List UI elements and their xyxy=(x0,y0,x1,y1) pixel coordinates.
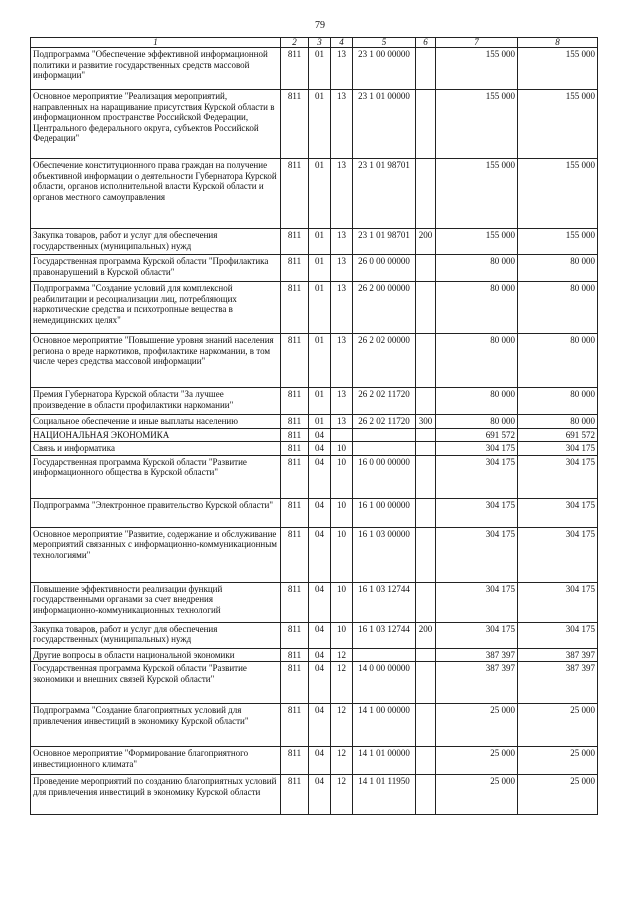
row-amount-2: 304 175 xyxy=(518,455,598,498)
row-subsection: 10 xyxy=(331,442,353,456)
row-subsection: 12 xyxy=(331,662,353,704)
row-amount-1: 25 000 xyxy=(436,747,518,775)
row-name: Закупка товаров, работ и услуг для обеспечения государственных (муниципальных) нужд xyxy=(31,622,281,648)
row-target-code: 16 0 00 00000 xyxy=(353,455,416,498)
row-name: Основное мероприятие "Реализация мероприятий, направленных на наращивание присутствия Курской области в информационном пространстве Российской Федерации, Центрального федерального округа, субъектов Российской Федерации" xyxy=(31,90,281,159)
row-amount-1: 304 175 xyxy=(436,527,518,582)
row-subsection: 13 xyxy=(331,90,353,159)
row-admin-code: 811 xyxy=(281,648,309,662)
row-expense-type xyxy=(416,648,436,662)
row-name: Связь и информатика xyxy=(31,442,281,456)
column-header: 5 xyxy=(353,38,416,48)
row-expense-type xyxy=(416,90,436,159)
row-expense-type xyxy=(416,455,436,498)
row-amount-2: 80 000 xyxy=(518,334,598,388)
row-amount-1: 25 000 xyxy=(436,704,518,747)
row-section: 01 xyxy=(309,90,331,159)
row-target-code: 16 1 03 00000 xyxy=(353,527,416,582)
row-amount-1: 691 572 xyxy=(436,428,518,442)
row-target-code: 23 1 01 98701 xyxy=(353,229,416,255)
row-subsection: 12 xyxy=(331,704,353,747)
row-expense-type xyxy=(416,442,436,456)
table-row xyxy=(31,455,598,498)
row-amount-2: 387 397 xyxy=(518,662,598,704)
row-section: 04 xyxy=(309,527,331,582)
row-target-code: 23 1 00 00000 xyxy=(353,48,416,90)
row-amount-2: 155 000 xyxy=(518,48,598,90)
row-subsection: 13 xyxy=(331,415,353,429)
row-amount-1: 304 175 xyxy=(436,442,518,456)
row-name: Основное мероприятие "Развитие, содержание и обслуживание мероприятий связанных с информационно-коммуникационным технологиями" xyxy=(31,527,281,582)
row-expense-type: 200 xyxy=(416,622,436,648)
row-subsection: 12 xyxy=(331,775,353,815)
row-amount-2: 304 175 xyxy=(518,442,598,456)
row-amount-1: 387 397 xyxy=(436,648,518,662)
row-section: 04 xyxy=(309,442,331,456)
row-section: 01 xyxy=(309,282,331,334)
budget-table xyxy=(30,37,598,815)
row-expense-type xyxy=(416,159,436,229)
row-name: Государственная программа Курской области "Профилактика правонарушений в Курской области" xyxy=(31,255,281,282)
row-amount-2: 25 000 xyxy=(518,775,598,815)
row-target-code: 16 1 03 12744 xyxy=(353,582,416,622)
row-name: Обеспечение конституционного права граждан на получение объективной информации о деятельности Губернатора Курской области, органов исполнительной власти Курской области и органов местного самоуправления xyxy=(31,159,281,229)
table-row xyxy=(31,415,598,429)
row-subsection: 12 xyxy=(331,648,353,662)
row-amount-1: 304 175 xyxy=(436,455,518,498)
table-row xyxy=(31,527,598,582)
row-amount-1: 304 175 xyxy=(436,622,518,648)
row-target-code: 23 1 01 00000 xyxy=(353,90,416,159)
row-amount-2: 304 175 xyxy=(518,582,598,622)
row-amount-2: 155 000 xyxy=(518,90,598,159)
row-subsection: 13 xyxy=(331,388,353,415)
row-admin-code: 811 xyxy=(281,388,309,415)
table-row xyxy=(31,747,598,775)
row-subsection: 10 xyxy=(331,622,353,648)
row-name: НАЦИОНАЛЬНАЯ ЭКОНОМИКА xyxy=(31,428,281,442)
row-name: Социальное обеспечение и иные выплаты населению xyxy=(31,415,281,429)
row-expense-type: 300 xyxy=(416,415,436,429)
row-section: 01 xyxy=(309,415,331,429)
row-admin-code: 811 xyxy=(281,662,309,704)
table-row xyxy=(31,428,598,442)
row-target-code: 26 0 00 00000 xyxy=(353,255,416,282)
row-amount-1: 387 397 xyxy=(436,662,518,704)
row-target-code: 26 2 00 00000 xyxy=(353,282,416,334)
row-target-code: 16 1 03 12744 xyxy=(353,622,416,648)
table-row xyxy=(31,90,598,159)
row-target-code xyxy=(353,442,416,456)
row-admin-code: 811 xyxy=(281,428,309,442)
row-amount-1: 80 000 xyxy=(436,334,518,388)
row-section: 04 xyxy=(309,428,331,442)
row-amount-2: 80 000 xyxy=(518,388,598,415)
row-subsection: 13 xyxy=(331,48,353,90)
row-amount-1: 80 000 xyxy=(436,415,518,429)
column-header: 4 xyxy=(331,38,353,48)
row-target-code: 14 1 00 00000 xyxy=(353,704,416,747)
row-target-code: 14 1 01 00000 xyxy=(353,747,416,775)
row-section: 01 xyxy=(309,334,331,388)
row-subsection: 13 xyxy=(331,159,353,229)
row-subsection: 13 xyxy=(331,229,353,255)
row-name: Основное мероприятие "Повышение уровня знаний населения региона о вреде наркотиков, профилактике наркомании, в том числе через средства массовой информации" xyxy=(31,334,281,388)
row-amount-2: 25 000 xyxy=(518,747,598,775)
table-row xyxy=(31,159,598,229)
row-target-code: 14 0 00 00000 xyxy=(353,662,416,704)
row-expense-type xyxy=(416,388,436,415)
row-admin-code: 811 xyxy=(281,229,309,255)
row-amount-1: 155 000 xyxy=(436,159,518,229)
table-row xyxy=(31,334,598,388)
row-name: Государственная программа Курской области "Развитие информационного общества в Курской области" xyxy=(31,455,281,498)
row-subsection: 13 xyxy=(331,282,353,334)
row-name: Подпрограмма "Создание условий для комплексной реабилитации и ресоциализации лиц, потребляющих наркотические средства и психотропные вещества в немедицинских целях" xyxy=(31,282,281,334)
row-subsection: 10 xyxy=(331,527,353,582)
row-subsection: 10 xyxy=(331,455,353,498)
row-target-code: 23 1 01 98701 xyxy=(353,159,416,229)
row-section: 01 xyxy=(309,229,331,255)
row-section: 04 xyxy=(309,582,331,622)
row-amount-2: 304 175 xyxy=(518,622,598,648)
row-amount-2: 304 175 xyxy=(518,527,598,582)
row-name: Повышение эффективности реализации функций государственными органами за счет внедрения информационно-коммуникационных технологий xyxy=(31,582,281,622)
table-row xyxy=(31,775,598,815)
row-expense-type xyxy=(416,334,436,388)
row-subsection: 10 xyxy=(331,498,353,527)
row-amount-1: 155 000 xyxy=(436,229,518,255)
row-admin-code: 811 xyxy=(281,159,309,229)
row-section: 01 xyxy=(309,48,331,90)
row-admin-code: 811 xyxy=(281,527,309,582)
row-expense-type: 200 xyxy=(416,229,436,255)
row-amount-1: 80 000 xyxy=(436,255,518,282)
row-expense-type xyxy=(416,282,436,334)
row-target-code xyxy=(353,648,416,662)
column-header: 1 xyxy=(31,38,281,48)
row-admin-code: 811 xyxy=(281,582,309,622)
row-section: 04 xyxy=(309,747,331,775)
row-amount-1: 155 000 xyxy=(436,90,518,159)
table-row xyxy=(31,48,598,90)
table-row xyxy=(31,662,598,704)
row-amount-1: 304 175 xyxy=(436,582,518,622)
row-section: 04 xyxy=(309,648,331,662)
row-admin-code: 811 xyxy=(281,334,309,388)
row-amount-2: 155 000 xyxy=(518,159,598,229)
page-number: 79 xyxy=(315,20,325,31)
row-amount-1: 25 000 xyxy=(436,775,518,815)
row-expense-type xyxy=(416,527,436,582)
row-expense-type xyxy=(416,48,436,90)
row-expense-type xyxy=(416,498,436,527)
row-admin-code: 811 xyxy=(281,775,309,815)
table-header-row xyxy=(31,38,598,48)
row-admin-code: 811 xyxy=(281,498,309,527)
row-expense-type xyxy=(416,662,436,704)
row-subsection: 13 xyxy=(331,334,353,388)
row-target-code: 14 1 01 11950 xyxy=(353,775,416,815)
row-amount-2: 80 000 xyxy=(518,282,598,334)
row-admin-code: 811 xyxy=(281,747,309,775)
row-expense-type xyxy=(416,255,436,282)
row-name: Подпрограмма "Обеспечение эффективной информационной политики и развитие государственных средств массовой информации" xyxy=(31,48,281,90)
row-section: 04 xyxy=(309,704,331,747)
row-admin-code: 811 xyxy=(281,415,309,429)
row-admin-code: 811 xyxy=(281,48,309,90)
row-expense-type xyxy=(416,704,436,747)
row-admin-code: 811 xyxy=(281,90,309,159)
row-amount-1: 80 000 xyxy=(436,388,518,415)
row-section: 04 xyxy=(309,455,331,498)
row-subsection: 10 xyxy=(331,582,353,622)
table-row xyxy=(31,229,598,255)
row-amount-2: 80 000 xyxy=(518,255,598,282)
column-header: 8 xyxy=(518,38,598,48)
row-expense-type xyxy=(416,582,436,622)
row-section: 04 xyxy=(309,498,331,527)
row-section: 04 xyxy=(309,622,331,648)
row-section: 01 xyxy=(309,255,331,282)
row-admin-code: 811 xyxy=(281,282,309,334)
row-amount-1: 304 175 xyxy=(436,498,518,527)
table-row xyxy=(31,704,598,747)
row-amount-2: 155 000 xyxy=(518,229,598,255)
row-expense-type xyxy=(416,428,436,442)
row-admin-code: 811 xyxy=(281,622,309,648)
row-name: Основное мероприятие "Формирование благоприятного инвестиционного климата" xyxy=(31,747,281,775)
row-name: Другие вопросы в области национальной экономики xyxy=(31,648,281,662)
row-subsection: 13 xyxy=(331,255,353,282)
row-name: Государственная программа Курской области "Развитие экономики и внешних связей Курской области" xyxy=(31,662,281,704)
row-section: 01 xyxy=(309,159,331,229)
row-amount-2: 304 175 xyxy=(518,498,598,527)
row-subsection: 12 xyxy=(331,747,353,775)
row-amount-2: 691 572 xyxy=(518,428,598,442)
table-row xyxy=(31,442,598,456)
row-target-code: 26 2 02 11720 xyxy=(353,388,416,415)
row-target-code xyxy=(353,428,416,442)
row-admin-code: 811 xyxy=(281,704,309,747)
row-expense-type xyxy=(416,747,436,775)
table-row xyxy=(31,282,598,334)
row-section: 04 xyxy=(309,662,331,704)
table-row xyxy=(31,648,598,662)
row-admin-code: 811 xyxy=(281,455,309,498)
row-amount-1: 80 000 xyxy=(436,282,518,334)
table-row xyxy=(31,388,598,415)
row-subsection xyxy=(331,428,353,442)
row-admin-code: 811 xyxy=(281,442,309,456)
column-header: 6 xyxy=(416,38,436,48)
row-target-code: 26 2 02 11720 xyxy=(353,415,416,429)
table-row xyxy=(31,498,598,527)
column-header: 2 xyxy=(281,38,309,48)
row-amount-1: 155 000 xyxy=(436,48,518,90)
row-target-code: 26 2 02 00000 xyxy=(353,334,416,388)
row-expense-type xyxy=(416,775,436,815)
row-admin-code: 811 xyxy=(281,255,309,282)
row-name: Премия Губернатора Курской области "За лучшее произведение в области профилактики наркомании" xyxy=(31,388,281,415)
row-name: Подпрограмма "Создание благоприятных условий для привлечения инвестиций в экономику Курской области" xyxy=(31,704,281,747)
row-amount-2: 387 397 xyxy=(518,648,598,662)
table-row xyxy=(31,255,598,282)
table-row xyxy=(31,582,598,622)
row-amount-2: 80 000 xyxy=(518,415,598,429)
column-header: 7 xyxy=(436,38,518,48)
row-section: 04 xyxy=(309,775,331,815)
table-row xyxy=(31,622,598,648)
row-name: Закупка товаров, работ и услуг для обеспечения государственных (муниципальных) нужд xyxy=(31,229,281,255)
row-target-code: 16 1 00 00000 xyxy=(353,498,416,527)
row-name: Подпрограмма "Электронное правительство Курской области" xyxy=(31,498,281,527)
row-name: Проведение мероприятий по созданию благоприятных условий для привлечения инвестиций в экономику Курской области xyxy=(31,775,281,815)
row-section: 01 xyxy=(309,388,331,415)
row-amount-2: 25 000 xyxy=(518,704,598,747)
column-header: 3 xyxy=(309,38,331,48)
